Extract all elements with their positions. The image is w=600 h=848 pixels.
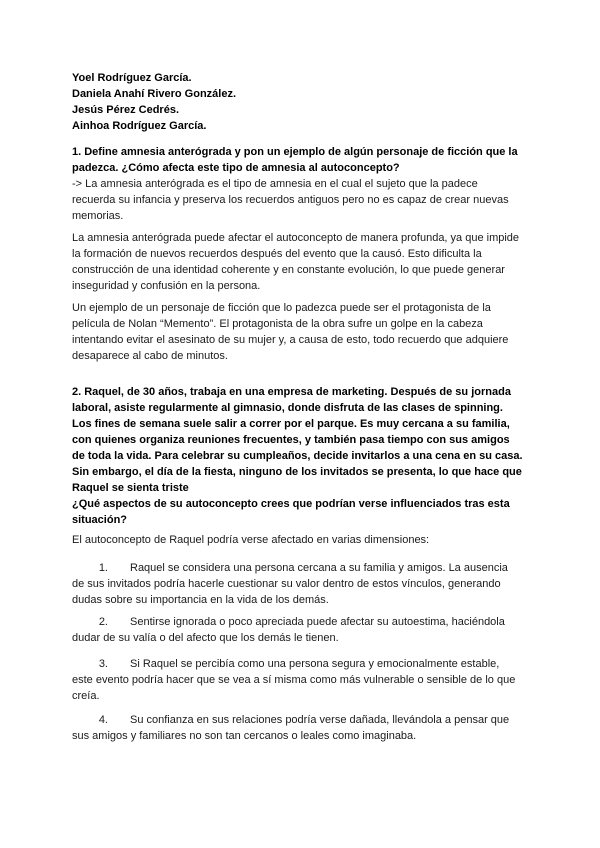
question-2-intro	[72, 532, 542, 548]
question-2-line: 2. Raquel, de 30 años, trabaja en una empresa de marketing. Después de su jornada	[72, 386, 511, 398]
author-list	[72, 70, 542, 134]
question-2-line: de toda la vida. Para celebrar su cumpleaños, decide invitarlos a una cena en su casa.	[72, 450, 523, 462]
question-2-line: Raquel se sienta triste	[72, 482, 189, 494]
author-name: Jesús Pérez Cedrés.	[72, 104, 180, 116]
answer-line: recuerda su infancia y preserva los recuerdos antiguos pero no es capaz de crear nuevas	[72, 194, 509, 206]
question-2-heading	[72, 384, 542, 528]
question-2-line: Sin embargo, el día de la fiesta, ninguno de los invitados se presenta, lo que hace que	[72, 466, 522, 478]
intro-line: El autoconcepto de Raquel podría verse afectado en varias dimensiones:	[72, 534, 430, 546]
question-2-line: con quienes organiza reuniones frecuentes, y también pasa tiempo con sus amigos	[72, 434, 510, 446]
list-item	[72, 614, 542, 646]
list-item	[72, 656, 542, 704]
paragraph-line: desaparece al cabo de minutos.	[72, 350, 228, 362]
question-2-line: laboral, asiste regularmente al gimnasio, donde disfruta de las clases de spinning.	[72, 402, 503, 414]
answer-line: -> La amnesia anterógrada es el tipo de amnesia en el cual el sujeto que la padece	[72, 178, 478, 190]
list-item	[72, 712, 542, 744]
question-1-paragraph-2	[72, 230, 542, 294]
question-1-heading	[72, 144, 542, 176]
list-item-line: Sentirse ignorada o poco apreciada puede afectar su autoestima, haciéndola	[130, 616, 505, 628]
question-1-line: padezca. ¿Cómo afecta este tipo de amnesia al autoconcepto?	[72, 162, 400, 174]
list-item-number: 4.	[98, 714, 108, 726]
answer-line: memorias.	[72, 210, 124, 222]
list-item-line: Raquel se considera una persona cercana a su familia y amigos. La ausencia	[130, 562, 508, 574]
list-item-line: este evento podría hacer que se vea a sí misma como más vulnerable o sensible de lo que	[72, 674, 516, 686]
list-item-line: dudas sobre su importancia en la vida de los demás.	[72, 594, 329, 606]
question-2-line: situación?	[72, 514, 128, 526]
list-item	[72, 560, 542, 608]
paragraph-line: inseguridad y confusión en la persona.	[72, 280, 261, 292]
question-1-line: 1. Define amnesia anterógrada y pon un ejemplo de algún personaje de ficción que la	[72, 146, 518, 158]
list-item-line: de sus invitados podría hacerle cuestionar su valor dentro de estos vínculos, generando	[72, 578, 501, 590]
paragraph-line: la formación de nuevos recuerdos después del evento que la causó. Esto dificulta la	[72, 248, 482, 260]
author-name: Daniela Anahí Rivero González.	[72, 88, 237, 100]
question-1-paragraph-3	[72, 300, 542, 364]
paragraph-line: película de Nolan “Memento”. El protagonista de la obra sufre un golpe en la cabeza	[72, 318, 483, 330]
list-item-line: dudar de su valía o del afecto que los demás le tienen.	[72, 632, 339, 644]
list-item-line: creía.	[72, 690, 100, 702]
list-item-number: 1.	[98, 562, 108, 574]
question-1-answer	[72, 176, 542, 224]
paragraph-line: La amnesia anterógrada puede afectar el autoconcepto de manera profunda, ya que impide	[72, 232, 520, 244]
question-2-line: Los fines de semana suele salir a correr por el parque. Es muy cercana a su familia,	[72, 418, 510, 430]
author-name: Ainhoa Rodríguez García.	[72, 120, 207, 132]
list-item-number: 3.	[98, 658, 108, 670]
paragraph-line: intentando evitar el asesinato de su mujer y, a causa de esto, todo recuerdo que adquiere	[72, 334, 509, 346]
author-name: Yoel Rodríguez García.	[72, 72, 192, 84]
list-item-line: Su confianza en sus relaciones podría verse dañada, llevándola a pensar que	[130, 714, 510, 726]
list-item-line: Si Raquel se percibía como una persona segura y emocionalmente estable,	[130, 658, 500, 670]
question-2-line: ¿Qué aspectos de su autoconcepto crees que podrían verse influenciados tras esta	[72, 498, 510, 510]
list-item-number: 2.	[98, 616, 108, 628]
list-item-line: sus amigos y familiares no son tan cercanos o leales como imaginaba.	[72, 730, 417, 742]
paragraph-line: Un ejemplo de un personaje de ficción que lo padezca puede ser el protagonista de la	[72, 302, 491, 314]
paragraph-line: construcción de una identidad coherente y en constante evolución, lo que puede generar	[72, 264, 505, 276]
